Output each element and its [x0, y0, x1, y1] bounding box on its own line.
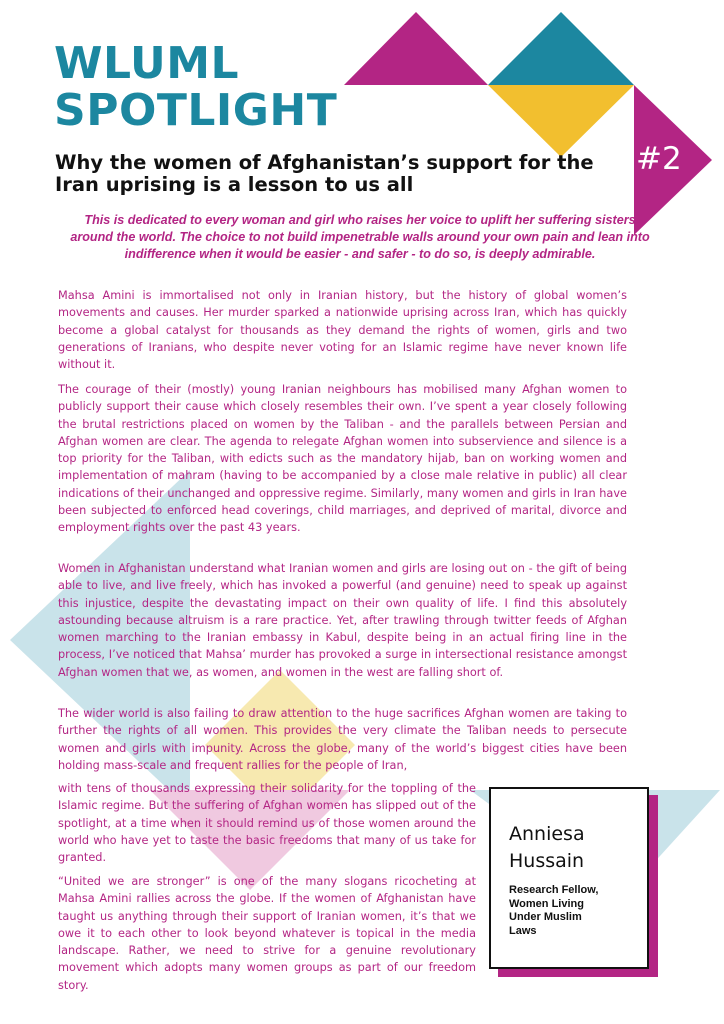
author-first-name: Anniesa	[509, 823, 585, 845]
author-role	[509, 884, 639, 938]
body-paragraph-5: with tens of thousands expressing their solidarity for the toppling of the Islamic regime. But the suffering of Afghan women has slipped out of the spotlight, at a time when it should remind us of those women around the world who have yet to taste the basic freedoms that many of us take for granted.	[58, 782, 476, 865]
author-role-line1: Research Fellow,	[509, 884, 599, 896]
author-last-name: Hussain	[509, 850, 585, 872]
dedication-text: This is dedicated to every woman and girl who raises her voice to uplift her suffering sisters around the world. The choice to not build impenetrable walls around your own pain and lean into indifference when it would be easier - and safer - to do so, is deeply admirable.	[70, 213, 650, 261]
brand-title	[54, 40, 337, 134]
article-headline: Why the women of Afghanistan’s support for the Iran uprising is a lesson to us all	[55, 151, 594, 196]
author-role-line2: Women Living	[509, 897, 584, 910]
magenta-triangle-top	[344, 12, 488, 85]
body-paragraph-2: The courage of their (mostly) young Iranian neighbours has mobilised many Afghan women to publicly support their cause which closely resembles their own. I’ve spent a year closely following the brutal restrictions placed on women by the Taliban - and the parallels between Persian and Afghan women are clear. The agenda to relegate Afghan women into subservience and silence is a top priority for the Taliban, with edicts such as the mandatory hijab, ban on working women and implementation of mahram (having to be accompanied by a close male relative in public) all clear indications of their unchanged and oppressive regime. Similarly, many women and girls in Iran have been subjected to enforced head coverings, child marriages, and deprived of marital, divorce and employment rights over the past 43 years.	[58, 383, 627, 535]
brand-title-line2: SPOTLIGHT	[54, 85, 338, 136]
yellow-triangle-top	[488, 85, 634, 157]
author-card	[489, 787, 649, 969]
body-paragraph-1: Mahsa Amini is immortalised not only in Iranian history, but the history of global women’s movements and causes. Her murder sparked a nationwide uprising across Iran, which has quickly become a global catalyst for thousands as they demand the rights of women, girls and two generations of Iranians, who despite never voting for an Islamic regime have never known life without it.	[58, 289, 627, 372]
author-name	[509, 821, 585, 875]
brand-title-line1: WLUML	[54, 38, 240, 89]
body-paragraph-3: Women in Afghanistan understand what Iranian women and girls are losing out on - the gift of being able to live, and live freely, which has invoked a powerful (and genuine) need to speak up against this injustice, despite the devastating impact on their own quality of life. I find this absolutely astounding because altruism is a rare practice. Yet, after trawling through twitter feeds of Afghan women marching to the Iranian embassy in Kabul, despite being in an actual firing line in the process, I’ve noticed that Mahsa’ murder has provoked a surge in intersectional resistance amongst Afghan women that we, as women, and women in the west are falling short of.	[58, 562, 627, 679]
body-paragraph-6: “United we are stronger” is one of the many slogans ricocheting at Mahsa Amini rallies across the globe. If the women of Afghanistan have taught us anything through their support of Iranian women, it’s that we owe it to each other to look beyond whatever is topical in the media landscape. Rather, we need to strive for a genuine revolutionary movement which adopts many women groups as part of our freedom story.	[58, 875, 476, 992]
body-paragraph-4: The wider world is also failing to draw attention to the huge sacrifices Afghan women are taking to further the rights of all women. This provides the very climate the Taliban needs to persecute women and girls with impunity. Across the globe, many of the world’s biggest cities have been holding mass-scale and frequent rallies for the people of Iran,	[58, 707, 627, 772]
teal-triangle-top	[488, 12, 634, 85]
issue-number: #2	[636, 141, 682, 177]
author-role-line4: Laws	[509, 924, 537, 937]
author-role-line3: Under Muslim	[509, 911, 582, 923]
